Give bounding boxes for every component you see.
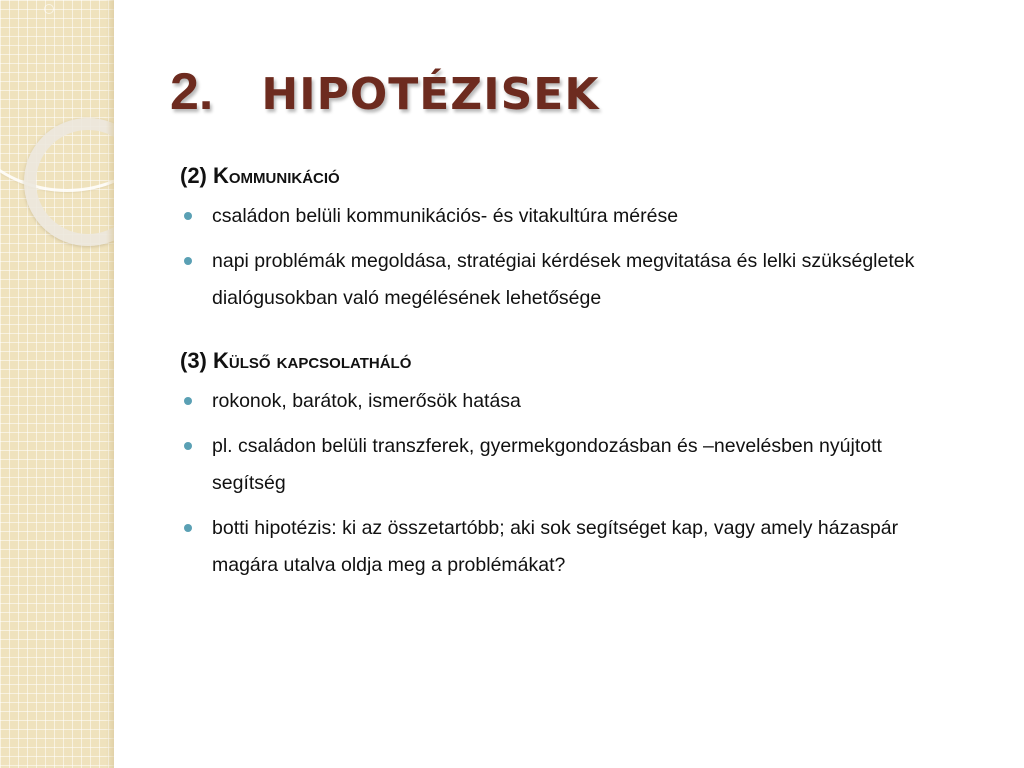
title-text: HIPOTÉZISEK (261, 69, 600, 120)
section-heading-kulso-kapcsolathalo: (3) Külső kapcsolatháló (180, 348, 412, 373)
list-item (180, 383, 940, 420)
list-item (180, 198, 940, 235)
bullet-dot-icon (184, 397, 192, 405)
bullet-dot-icon (184, 524, 192, 532)
bullet-dot-icon (184, 257, 192, 265)
sidebar-edge-shade (106, 0, 114, 768)
bullet-dot-icon (184, 442, 192, 450)
bullet-text: családon belüli kommunikációs- és vitakultúra mérése (212, 205, 679, 227)
title-number: 2. (170, 63, 214, 121)
decorative-ring-tiny (44, 4, 54, 14)
bullet-text: napi problémák megoldása, stratégiai kérdések megvitatása és lelki szükségletek dialógusokban való megélésének lehetősége (212, 250, 915, 309)
list-item (180, 243, 940, 317)
section-heading-kommunikacio: (2) Kommunikáció (180, 163, 340, 188)
bullet-text: rokonok, barátok, ismerősök hatása (212, 390, 521, 412)
slide-content (180, 160, 940, 592)
bullet-dot-icon (184, 212, 192, 220)
bullet-text: botti hipotézis: ki az összetartóbb; aki sok segítséget kap, vagy amely házaspár magára utalva oldja meg a problémákat? (212, 517, 899, 576)
list-item (180, 510, 940, 584)
bullet-list-kommunikacio (180, 198, 940, 317)
decorative-sidebar (0, 0, 114, 768)
list-item (180, 428, 940, 502)
bullet-list-kulso-kapcsolathalo (180, 383, 940, 584)
slide-title (170, 62, 599, 136)
bullet-text: pl. családon belüli transzferek, gyermekgondozásban és –nevelésben nyújtott segítség (212, 435, 882, 494)
